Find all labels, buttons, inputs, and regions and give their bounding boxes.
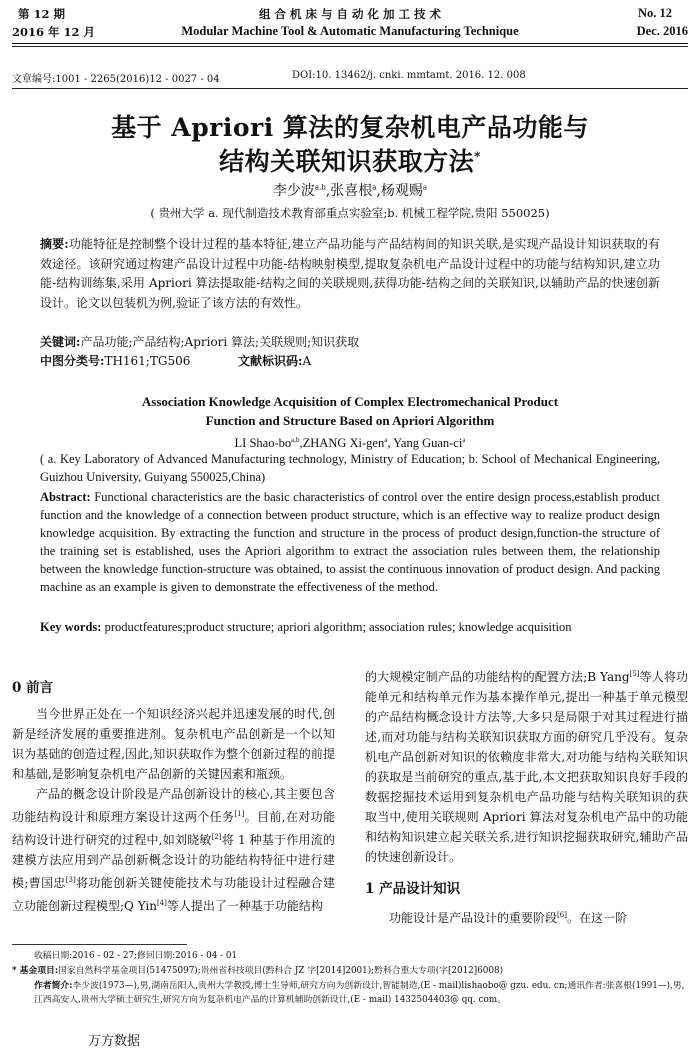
ref-6: [6] [557, 911, 567, 919]
header-rule [12, 43, 688, 44]
author-cn-1: 李少波 [272, 183, 315, 199]
title-cn-line2-text: 结构关联知识获取方法 [219, 147, 475, 176]
authors-cn [0, 180, 700, 200]
author-en-1: LI Shao-bo [234, 436, 292, 451]
author-en-3-sup: a [462, 436, 466, 444]
author-cn-3: ,杨观赐 [376, 183, 423, 199]
abstract-cn [40, 235, 660, 313]
fund-label: * 基金项目: [12, 966, 59, 976]
left-p2-c: 将 1 种基于作用流的建模方法应用到产品创新概念设计的功能结构特征中进行建模;曹国忠 [12, 833, 335, 890]
date-en: Dec. 2016 [636, 24, 688, 38]
id-rule [12, 88, 688, 89]
issue-en: No. 12 [637, 6, 672, 20]
doc-code-value: A [302, 354, 312, 368]
author-en-2-sup: a [384, 436, 388, 444]
author-en-1-sup: a,b [291, 436, 300, 444]
date-cn: 2016 年 12 月 [12, 25, 96, 39]
abstract-en-text: Functional characteristics are the basic characteristics of control over the entire design process,establish product function and the knowledge of a connection between product structure, which is an effective way to realize product design knowledge acquisition. By extracting the function and structure in the process of product design,function-the structure of the training set is established, uses the Apriori algorithm to extract the association rules between them, the relationship between the knowledge function-structure was obtained, to assist the continuous innovation of product design. And packing machine as an example is given to demonstrate the effectiveness of the method. [40, 490, 660, 594]
section-1-heading: 1 产品设计知识 [365, 881, 461, 897]
author-en-2: ,ZHANG Xi-gen [299, 436, 385, 451]
author-cn-3-sup: a [422, 183, 428, 192]
right-p1-a: 的大规模定制产品的功能结构的配置方法;B Yang [365, 670, 630, 684]
doc-code-label: 文献标识码: [238, 354, 303, 368]
author-bio-text: 李少波(1973—),男,湖南岳阳人,贵州大学教授,博士生导师,研究方向为创新设计,智能制造,(E - mail)lishaobo@ gzu. edu. cn;通讯作者:张喜根(1991—),男,江西高安人,贵州大学硕士研究生,研究方向为复杂机电产品的计算机辅助创新设计,(E - mail) 1432504403@ qq. com。 [34, 981, 685, 1005]
author-en-3: , Yang Guan-ci [387, 436, 463, 451]
ref-3: [3] [65, 876, 76, 884]
left-paragraph-1: 当今世界正处在一个知识经济兴起并迅速发展的时代,创新是经济发展的重要推进剂。复杂机电产品创新是一个以知识为基础的创造过程,因此,知识获取作为整个创新过程的前提和基础,是影响复杂机电产品创新的关键因素和瓶颈。 [12, 707, 335, 781]
title-en-line1: Association Knowledge Acquisition of Complex Electromechanical Product [141, 394, 559, 409]
right-paragraph-1 [365, 664, 688, 867]
keywords-en-text: productfeatures;product structure; apriori algorithm; association rules; knowledge acquisition [104, 620, 572, 634]
footnote-fund [12, 965, 688, 979]
right-p1-b: 等人将功能单元和结构单元作为基本操作单元,提出一种基于单元模型的产品结构概念设计方法等,大多只是局限于对其过程进行描述,而对功能与结构关联知识获取方面的研究几乎没有。复杂机电产品创新对知识的依赖度非常大,对功能与结构关联知识的获取是当前研究的重点,基于此,本文把获取知识良好手段的数据挖掘技术运用到复杂机电产品功能与结构关联知识的获取当中,使用关联规则 Apriori 算法对复杂机电产品中的功能和结构知识建立起关联关系,进行知识挖掘获取研究,辅助产品的快速创新设计。 [365, 670, 688, 864]
doi: DOI:10. 13462/j. cnki. mmtamt. 2016. 12. 008 [292, 70, 526, 81]
affiliation-cn: ( 贵州大学 a. 现代制造技术教育部重点实验室;b. 机械工程学院,贵阳 550025) [150, 206, 550, 220]
clc-label: 中图分类号: [40, 354, 105, 368]
keywords-en-label: Key words: [40, 620, 102, 634]
ref-1: [1] [234, 810, 245, 818]
section-0-heading: 0 前言 [12, 680, 54, 696]
author-bio-label: 作者简介: [34, 981, 73, 991]
fund-text: 国家自然科学基金项目(51475097);贵州省科技项目(黔科合 JZ 字[2014]2001);黔科合重大专项(字[2012]6008) [58, 966, 504, 976]
journal-cn: 组 合 机 床 与 自 动 化 加 工 技 术 [258, 7, 442, 21]
ref-5: [5] [629, 670, 640, 678]
keywords-en [40, 618, 660, 636]
footnote-received: 收稿日期:2016 - 02 - 27;修回日期:2016 - 04 - 01 [34, 951, 238, 961]
left-p2-d: 将功能创新关键使能技术与功能设计过程融合建立功能创新过程模型;Q Yin [12, 876, 335, 913]
article-id: 文章编号:1001 - 2265(2016)12 - 0027 - 04 [12, 74, 220, 85]
title-cn-line2 [0, 142, 700, 178]
body-right-column [365, 664, 688, 928]
affiliation-en: ( a. Key Laboratory of Advanced Manufacturing technology, Ministry of Education; b. School of Mechanical Engineering, Guizhou University, Guiyang 550025,China) [40, 452, 660, 484]
footnote-author [12, 980, 688, 1007]
watermark: 万方数据 [88, 1034, 141, 1049]
keywords-cn-label: 关键词: [40, 335, 81, 349]
issue-cn: 第 12 期 [18, 7, 66, 21]
ref-4: [4] [156, 899, 167, 907]
classification [40, 352, 660, 372]
header-rule-thin [12, 46, 688, 47]
right-p2-b: 。在这一阶 [566, 911, 627, 925]
right-paragraph-2 [365, 905, 688, 928]
abstract-en [40, 488, 660, 596]
keywords-cn [40, 333, 660, 353]
left-p2-a: 产品的概念设计阶段是产品创新设计的核心,其主要包含功能结构设计和原理方案设计这两个任务 [12, 787, 335, 824]
abstract-cn-text: 功能特征是控制整个设计过程的基本特征,建立产品功能与产品结构间的知识关联,是实现产品设计知识获取的有效途径。该研究通过构建产品设计过程中功能-结构映射模型,提取复杂机电产品设计过程中的功能与结构知识,建立功能-结构训练集,采用 Apriori 算法提取能-结构之间的关联规则,获得功能-结构之间的关联知识,以辅助产品的快速创新设计。论文以包装机为例,验证了该方法的有效性。 [40, 237, 661, 310]
keywords-cn-text: 产品功能;产品结构;Apriori 算法;关联规则;知识获取 [80, 335, 360, 349]
author-cn-2-sup: a [372, 183, 377, 192]
abstract-cn-label: 摘要: [40, 237, 69, 251]
authors-en [0, 431, 700, 452]
left-p2-e: 等人提出了一种基于功能结构 [166, 899, 323, 913]
footnote-rule [12, 944, 187, 945]
body-left-column [12, 678, 335, 916]
title-star: * [474, 149, 481, 164]
ref-2: [2] [211, 833, 222, 841]
right-p2-a: 功能设计是产品设计的重要阶段 [389, 911, 558, 925]
abstract-en-label: Abstract: [40, 490, 91, 504]
left-p2-b: 。目前,在对功能结构设计进行研究的过程中,如刘晓敏 [12, 810, 335, 847]
left-paragraph-2 [12, 784, 335, 916]
author-cn-2: ,张喜根 [325, 183, 373, 199]
clc-value: TH161;TG506 [104, 354, 191, 368]
author-cn-1-sup: a,b [314, 183, 326, 192]
journal-en: Modular Machine Tool & Automatic Manufacturing Technique [181, 24, 519, 38]
title-cn-line1: 基于 Apriori 算法的复杂机电产品功能与 [111, 113, 589, 142]
title-en-line2: Function and Structure Based on Apriori Algorithm [205, 413, 495, 428]
